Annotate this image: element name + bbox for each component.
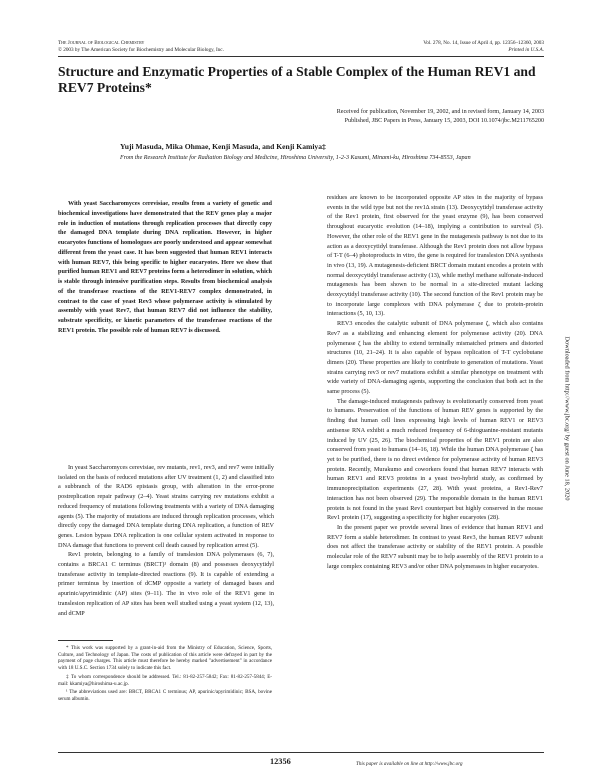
affiliation: From the Research Institute for Radiation Biology and Medicine, Hiroshima University, 1-2-3 Kasumi, Minami-ku, Hiroshima 734-8553, Japan (120, 155, 471, 161)
correspondence-footnote: ‡ To whom correspondence should be addressed. Tel.: 81-82-257-5842; Fax: 81-82-257-5844; E-mail: kkamiya@hiroshima-u.ac.jp. (58, 673, 272, 687)
body-paragraph: Rev1 protein, belonging to a family of translesion DNA polymerases (6, 7), contains a BRCA1 C terminus (BRCT)¹ domain (8) and possesses deoxycytidyl transferase activity in template-directed reactions (9). It is capable of extending a primer terminus by insertion of dCMP opposite a variety of damaged bases and apurinic/apyrimidinic (AP) sites (9–11). The in vivo role of the REV1 gene in translesion replication of AP sites has been well studied using a yeast system (12, 13), and dCMP (58, 551, 274, 617)
left-column-body (58, 463, 274, 618)
footer-rule (58, 752, 544, 753)
volume-line: Vol. 278, No. 14, Issue of April 4, pp. 12356–12360, 2003 (423, 40, 544, 46)
body-paragraph: The damage-induced mutagenesis pathway is evolutionarily conserved from yeast to humans. Preservation of the functions of human REV genes is supported by the finding that human cell lines expressing high levels of human REV1 or REV3 antisense RNA exhibit a much reduced frequency of 6-thioguanine-resistant mutants induced by UV (25, 26). The biochemical properties of the REV1 protein are also conserved from yeast to humans (14–16, 18). While the human DNA polymerase ζ has yet to be purified, there is no direct evidence for polymerase activity of human REV3 protein. Recently, Murakumo and coworkers found that human REV7 interacts with human REV1 and REV3 proteins in a yeast two-hybrid study, as confirmed by immunoprecipitation experiments (27, 28). With yeast proteins, a Rev1-Rev7 interaction has not been observed (29). The responsible domain in the human REV1 protein is not found in the yeast Rev1 counterpart but highly conserved in the mouse Rev1 protein (17), suggesting a specificity for higher eucaryotes (28). (327, 397, 543, 522)
received-line: Received for publication, November 19, 2002, and in revised form, January 14, 2003 (336, 109, 544, 115)
body-paragraph: residues are known to be incorporated opposite AP sites in the majority of bypass events in the wild type but not the rev1Δ strain (13). Deoxycytidyl transferase activity of the Rev1 protein, first observed for the yeast enzyme (9), has been conserved throughout eucaryotic evolution (14–18), implying a contribution to survival (5). However, the other role of the REV1 gene in the mutagenesis pathway is not due to its action as a deoxycytidyl transferase. Although the Rev1 protein does not allow bypass of T-T (6–4) photoproducts in vitro, the gene is required for translesion DNA synthesis in vivo (13, 19). A mutagenesis-deficient BRCT domain mutant encodes a protein with normal deoxycytidyl transferase activity (13), while methyl methane sulfonate-induced mutagenesis has been shown to be normal in a site-directed mutant lacking deoxycytidyl transferase activity (10). The second function of the Rev1 protein may be to incorporate large complexes with DNA polymerase ζ due to protein-protein interactions (5, 10, 13). (327, 194, 543, 318)
right-column-body (327, 193, 543, 571)
abstract: With yeast Saccharomyces cerevisiae, results from a variety of genetic and biochemical investigations have demonstrated that the REV genes play a major role in induction of mutations through replication processes that directly copy the damaged DNA template during DNA replication. However, in higher eucaryotes functions of homologues are poorly understood and appear somewhat different from the yeast case. It has been suggested that human REV1 interacts with human REV7, this being specific to higher eucaryotes. Here we show that purified human REV1 and REV7 proteins form a heterodimer in solution, which is stable through intensive purification steps. Results from biochemical analysis of the transferase reactions of the REV1-REV7 complex demonstrated, in contrast to the case of yeast Rev3 whose polymerase activity is stimulated by assembly with yeast Rev7, that human REV7 did not influence the stability, substrate specificity, or kinetic parameters of the transferase reactions of the REV1 protein. The possible role of human REV7 is discussed. (58, 200, 272, 334)
received-dates (124, 108, 544, 127)
journal-name: The Journal of Biological Chemistry (58, 40, 145, 46)
download-watermark-text: Downloaded from http://www.jbc.org/ by guest on June 18, 2020 (563, 336, 571, 501)
author-list: Yuji Masuda, Mika Ohmae, Kenji Masuda, and Kenji Kamiya‡ (120, 142, 326, 151)
copyright-line: © 2003 by The American Society for Biochemistry and Molecular Biology, Inc. (58, 46, 224, 53)
article-title: Structure and Enzymatic Properties of a Stable Complex of the Human REV1 and REV7 Proteins* (58, 64, 536, 95)
body-paragraph: In yeast Saccharomyces cerevisiae, rev mutants, rev1, rev3, and rev7 were initially isolated on the basis of reduced mutations after UV treatment (1, 2) and classified into a subbranch of the RAD6 epistasis group, with alteration in the error-prone postreplication repair pathway (2–4). Yeast strains carrying rev mutations exhibit a reduced frequency of mutations following treatments with a variety of DNA damaging agents (5). The majority of mutations are induced through replication processes, which directly copy the damaged DNA template during DNA replication, a function of REV genes. Lesion bypass DNA replication is one cellular system activated in response to DNA damage that functions to prevent cell death caused by replication arrest (5). (58, 464, 274, 549)
footer-note: This paper is available on line at http://www.jbc.org (356, 761, 463, 767)
funding-footnote: * This work was supported by a grant-in-aid from the Ministry of Education, Science, Sports, Culture, and Technology of Japan. The costs of publication of this article were defrayed in part by the payment of page charges. This article must therefore be hereby marked "advertisement" in accordance with 18 U.S.C. Section 1734 solely to indicate this fact. (58, 645, 272, 672)
body-paragraph: REV3 encodes the catalytic subunit of DNA polymerase ζ, which also contains Rev7 as a stabilizing and enhancing element for polymerase activity (20). DNA polymerase ζ has the ability to extend terminally mismatched primers and distorted structures (10, 21–24). It is also capable of bypass replication of T-T cyclobutane dimers (20). These properties are likely to contribute to generation of mutations. Yeast strains carrying rev3 or rev7 mutations exhibit a similar phenotype on treatment with wide variety of DNA-damaging agents, supporting the conclusion that both act in the same process (5). (327, 320, 543, 396)
abbreviations-footnote: ¹ The abbreviations used are: BRCT, BRCA1 C terminus; AP, apurinic/apyrimidinic; BSA, bovine serum albumin. (58, 689, 272, 702)
published-line: Published, JBC Papers in Press, January 15, 2003, DOI 10.1074/jbc.M211765200 (344, 118, 544, 125)
body-paragraph: In the present paper we provide several lines of evidence that human REV1 and REV7 form a stable heterodimer. In contrast to yeast Rev3, the human REV7 subunit does not affect the transferase activity or stability of the REV1 protein. A possible molecular role of the REV7 subunit may be to help assembly of the REV1 protein to a large complex containing REV3 and/or other DNA polymerases in higher eucaryotes. (327, 523, 543, 570)
footnote-rule (58, 640, 113, 641)
page-number: 12356 (270, 757, 291, 766)
printed-line: Printed in U.S.A. (508, 46, 544, 53)
footnotes (58, 645, 272, 705)
header-rule (58, 56, 544, 57)
